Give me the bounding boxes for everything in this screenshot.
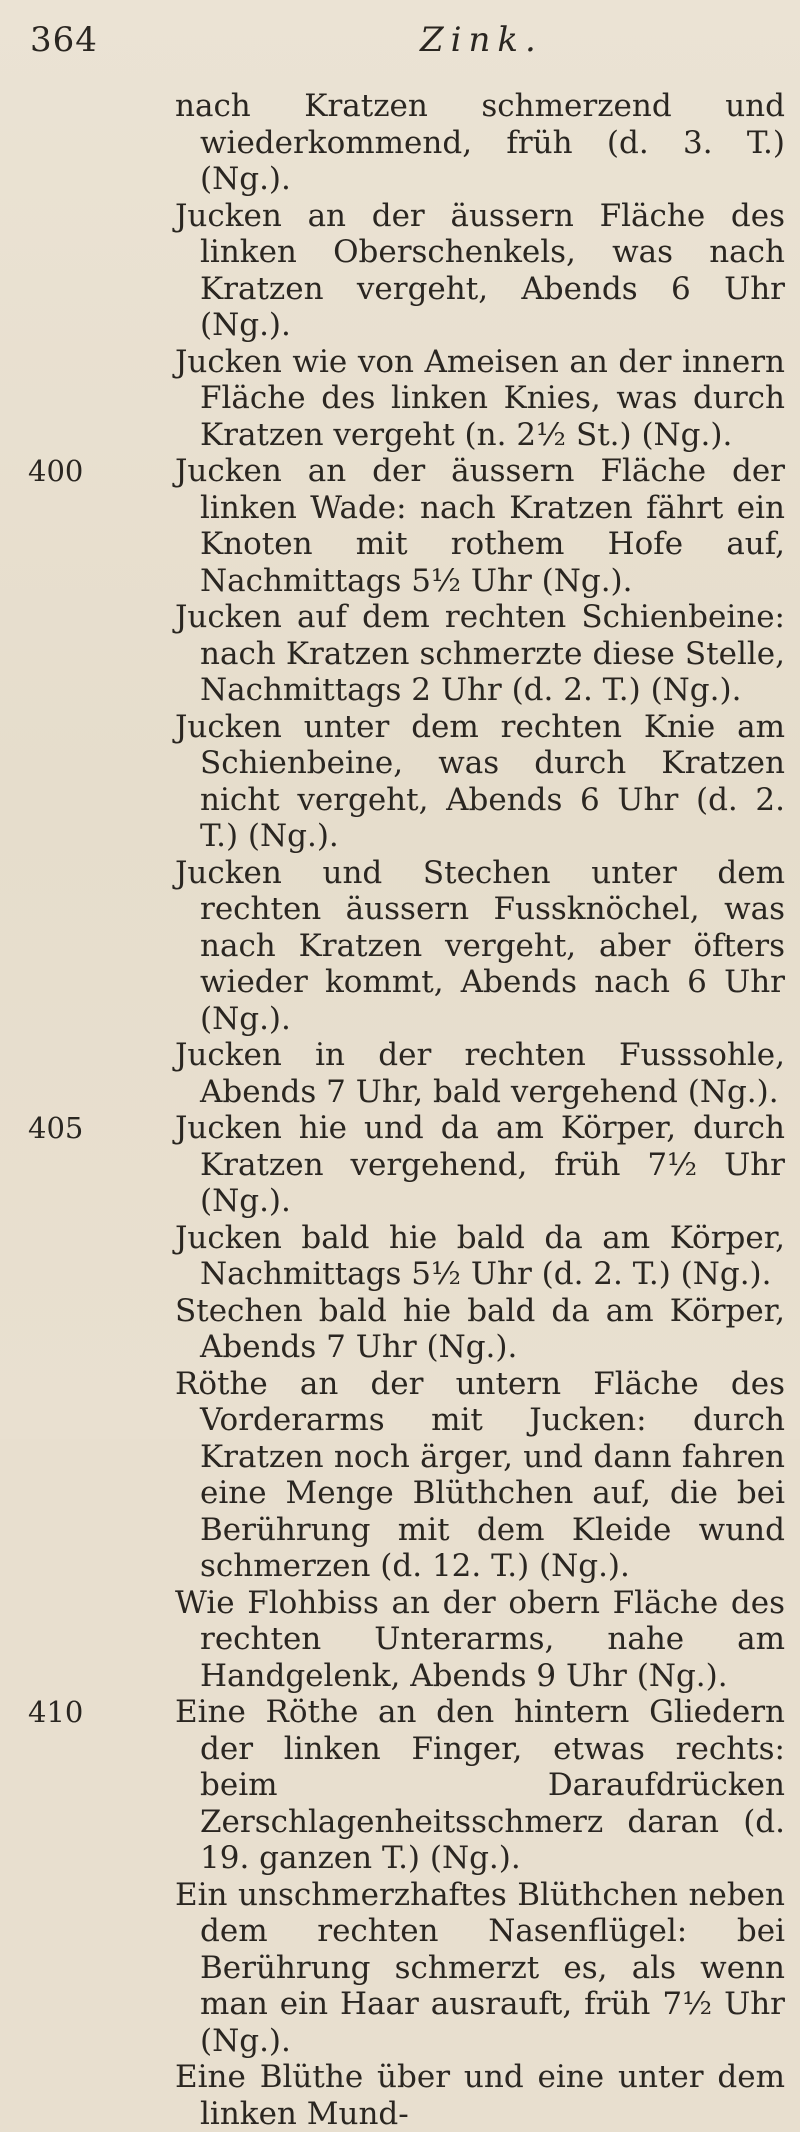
running-title: Zink.: [420, 20, 543, 60]
symptom-entry: [175, 1219, 785, 1293]
symptom-entry: [28, 453, 785, 599]
entry-text: Röthe an der untern Fläche des Vorderarms mit Jucken: durch Kratzen noch ärger, und dann fahren eine Menge Blüthchen auf, die bei Berührung mit dem Kleide wund schmerzen (d. 12. T.) (Ng.).: [175, 1365, 785, 1584]
symptom-entry: [175, 1037, 785, 1110]
entry-text: Jucken an der äussern Fläche der linken Wade: nach Kratzen fährt ein Knoten mit rothem Hofe auf, Nachmittags 5½ Uhr (Ng.).: [175, 453, 785, 599]
symptom-entry: [175, 599, 785, 709]
symptom-entry: [175, 197, 785, 344]
symptom-entry: [175, 343, 785, 454]
symptom-entry: [175, 1876, 785, 2060]
symptom-entry: [175, 1292, 785, 1366]
entry-text: nach Kratzen schmerzend und wiederkommend, früh (d. 3. T.) (Ng.).: [175, 88, 785, 197]
line-number: 400: [28, 454, 84, 488]
symptom-entry: [28, 1110, 785, 1220]
entry-text: Jucken auf dem rechten Schienbeine: nach Kratzen schmerzte diese Stelle, Nachmittags 2 Uhr (d. 2. T.) (Ng.).: [175, 599, 785, 708]
entry-text: Eine Blüthe über und eine unter dem linken Mund-: [175, 2059, 785, 2132]
entry-text: Ein unschmerzhaftes Blüthchen neben dem rechten Nasenflügel: bei Berührung schmerzt es, als wenn man ein Haar ausrauft, früh 7½ Uhr (Ng.).: [175, 1876, 785, 2059]
symptom-entry: [175, 854, 785, 1038]
entry-text: Wie Flohbiss an der obern Fläche des rechten Unterarms, nahe am Handgelenk, Abends 9 Uhr (Ng.).: [175, 1584, 785, 1694]
entry-text: Jucken an der äussern Fläche des linken Oberschenkels, was nach Kratzen vergeht, Abends 6 Uhr (Ng.).: [175, 197, 785, 343]
entry-text: Jucken hie und da am Körper, durch Kratzen vergehend, früh 7½ Uhr (Ng.).: [175, 1110, 785, 1219]
line-number: 410: [28, 1695, 84, 1729]
symptom-entry: [175, 1365, 785, 1585]
entry-text: Jucken in der rechten Fusssohle, Abends 7 Uhr, bald vergehend (Ng.).: [175, 1037, 785, 1110]
symptom-entry: [175, 2059, 785, 2132]
page-number: 364: [30, 20, 98, 60]
symptom-entry: [175, 88, 785, 198]
symptom-entry: [175, 1584, 785, 1695]
entry-text: Jucken bald hie bald da am Körper, Nachmittags 5½ Uhr (d. 2. T.) (Ng.).: [175, 1219, 785, 1292]
entry-text: Jucken und Stechen unter dem rechten äussern Fussknöchel, was nach Kratzen vergeht, aber öfters wieder kommt, Abends nach 6 Uhr (Ng.).: [175, 854, 785, 1037]
symptom-entry: [175, 708, 785, 855]
line-number: 405: [28, 1111, 84, 1145]
entry-text: Eine Röthe an den hintern Gliedern der linken Finger, etwas rechts: beim Daraufdrücken Zerschlagenheitsschmerz daran (d. 19. ganzen T.) (Ng.).: [175, 1694, 785, 1876]
page-header: [0, 18, 800, 68]
symptom-entry: [28, 1694, 785, 1877]
entry-text: Jucken unter dem rechten Knie am Schienbeine, was durch Kratzen nicht vergeht, Abends 6 Uhr (d. 2. T.) (Ng.).: [175, 708, 785, 854]
entry-text: Stechen bald hie bald da am Körper, Abends 7 Uhr (Ng.).: [175, 1292, 785, 1365]
entry-text: Jucken wie von Ameisen an der innern Fläche des linken Knies, was durch Kratzen vergeht (n. 2½ St.) (Ng.).: [175, 343, 785, 453]
symptom-list: [0, 88, 800, 2132]
